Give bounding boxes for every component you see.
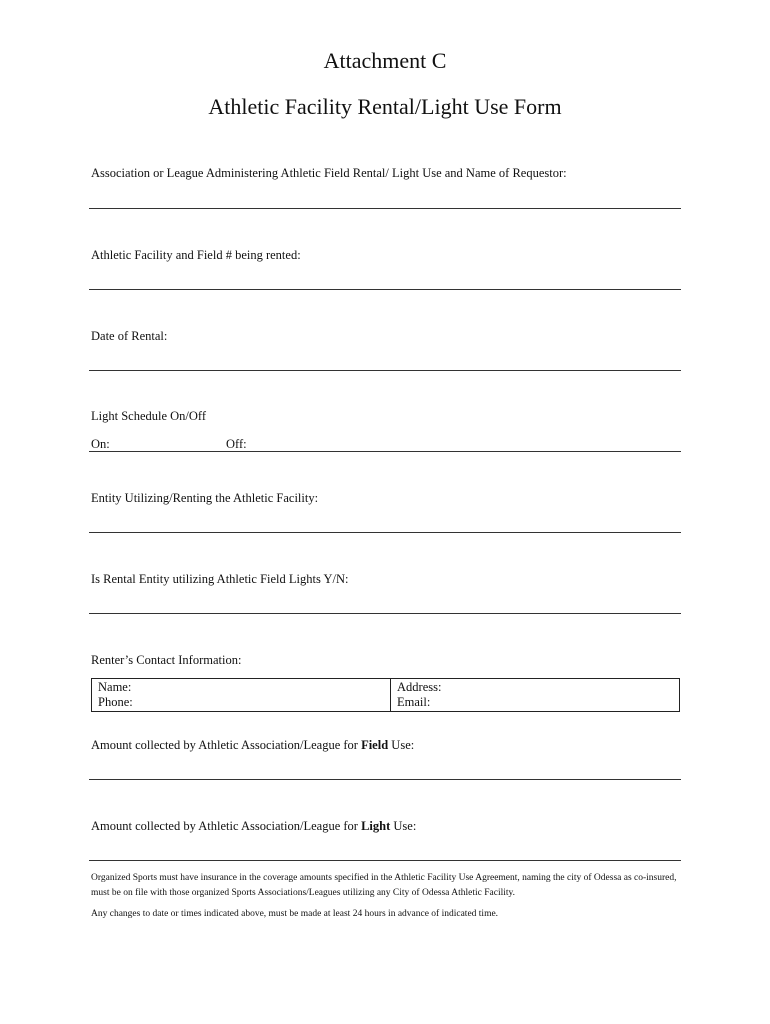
field-amount-label bbox=[91, 738, 414, 753]
field-amount-bold: Field bbox=[361, 738, 389, 752]
light-amount-suffix: Use: bbox=[390, 819, 417, 833]
contact-phone-field[interactable]: Phone: bbox=[98, 695, 133, 709]
light-amount-label bbox=[91, 819, 416, 834]
contact-email-field[interactable]: Email: bbox=[397, 695, 431, 709]
light-off-label: Off: bbox=[226, 437, 247, 451]
insurance-note: Organized Sports must have insurance in the coverage amounts specified in the Athletic Facility Use Agreement, naming the city of Odessa as co-insured, must be on file with those organized Sports Associations/Leagues utilizing any City of Odessa Athletic Facility. bbox=[91, 873, 677, 898]
light-amount-bold: Light bbox=[361, 819, 391, 833]
light-amount-prefix: Amount collected by Athletic Association/League for bbox=[91, 819, 362, 833]
light-amount-line[interactable] bbox=[89, 860, 681, 861]
light-schedule-line[interactable] bbox=[89, 451, 681, 452]
attachment-heading: Attachment C bbox=[323, 48, 447, 73]
contact-name-field[interactable]: Name: bbox=[98, 680, 132, 694]
facility-line[interactable] bbox=[89, 289, 681, 290]
date-line[interactable] bbox=[89, 370, 681, 371]
contact-right-cell bbox=[391, 679, 680, 712]
lights-yn-label: Is Rental Entity utilizing Athletic Field Lights Y/N: bbox=[91, 572, 349, 586]
field-amount-suffix: Use: bbox=[388, 738, 415, 752]
contact-table bbox=[91, 678, 680, 712]
contact-info-label: Renter’s Contact Information: bbox=[91, 653, 242, 667]
association-line[interactable] bbox=[89, 208, 681, 209]
date-label: Date of Rental: bbox=[91, 329, 168, 343]
form-title: Athletic Facility Rental/Light Use Form bbox=[208, 94, 562, 119]
association-label: Association or League Administering Athletic Field Rental/ Light Use and Name of Requestor: bbox=[91, 166, 567, 180]
light-schedule-label: Light Schedule On/Off bbox=[91, 409, 207, 423]
light-on-label: On: bbox=[91, 437, 110, 451]
field-amount-line[interactable] bbox=[89, 779, 681, 780]
changes-note: Any changes to date or times indicated above, must be made at least 24 hours in advance of indicated time. bbox=[91, 909, 499, 919]
facility-label: Athletic Facility and Field # being rented: bbox=[91, 248, 301, 262]
lights-yn-line[interactable] bbox=[89, 613, 681, 614]
entity-label: Entity Utilizing/Renting the Athletic Facility: bbox=[91, 491, 319, 505]
contact-left-cell bbox=[92, 679, 391, 712]
entity-line[interactable] bbox=[89, 532, 681, 533]
field-amount-prefix: Amount collected by Athletic Association/League for bbox=[91, 738, 362, 752]
contact-address-field[interactable]: Address: bbox=[397, 680, 442, 694]
